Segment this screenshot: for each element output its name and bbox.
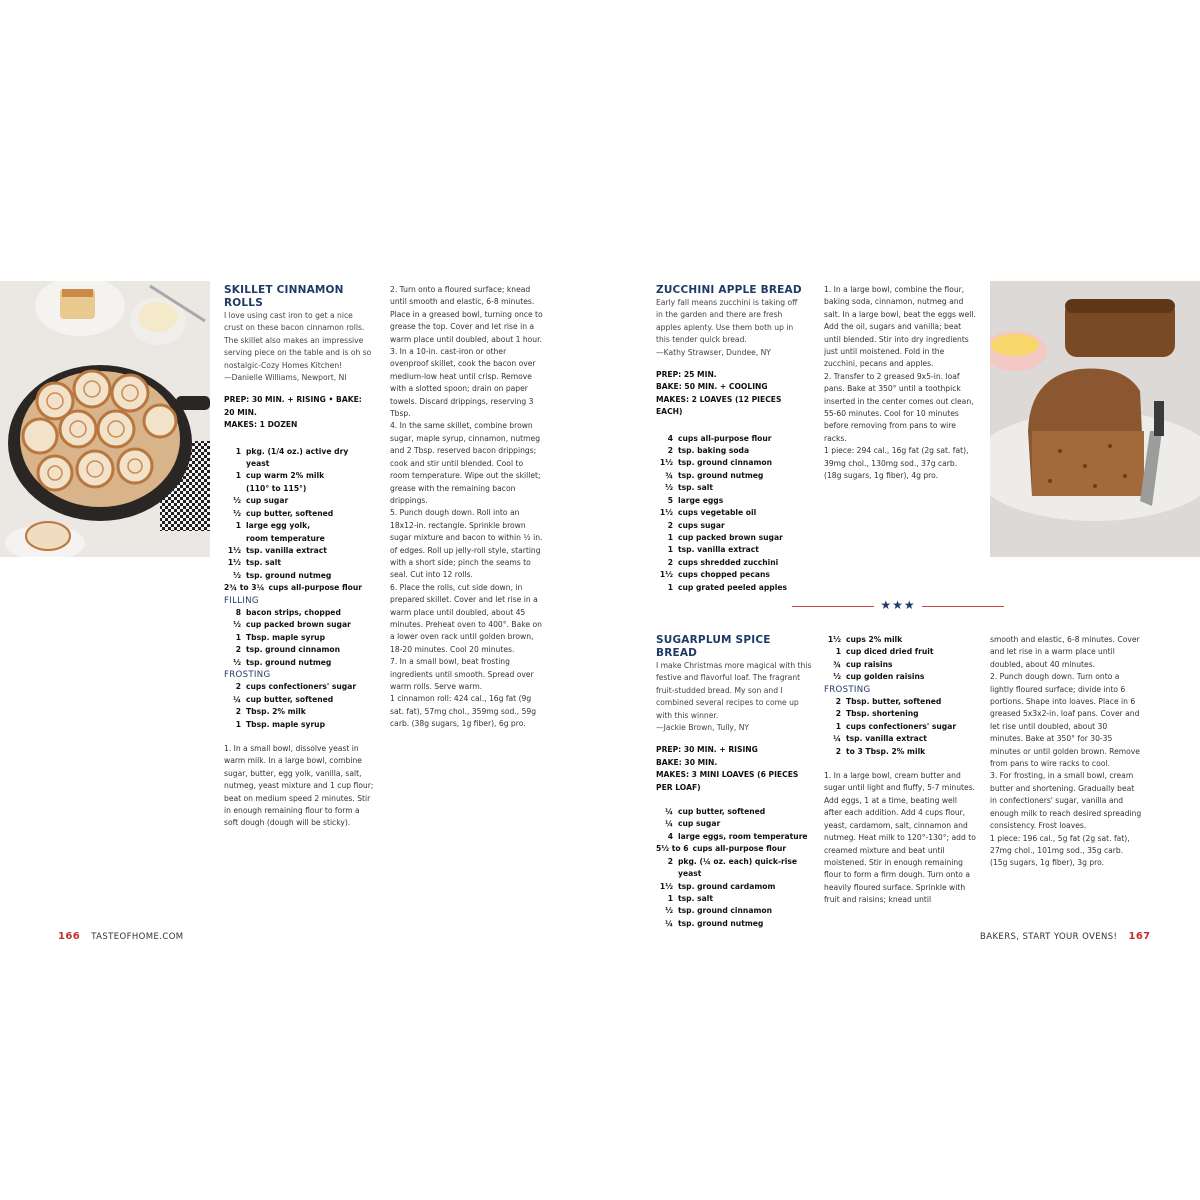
recipe-step: 5. Punch dough down. Roll into an 18x12-in. rectangle. Sprinkle brown sugar mixture and bacon to within ½ in. of edges. Roll up jelly-roll style, starting with a short side; pinch the seams to seal. Cut into 12 rolls. [390, 508, 543, 580]
ingredient-quantity: 1 [235, 446, 241, 456]
ingredient-item [824, 721, 976, 733]
recipe-step: 2. Transfer to 2 greased 9x5-in. loaf pans. Bake at 350° until a toothpick inserted in the center comes out clean, 55-60 minutes. Cool for 10 minutes before removing from pans to wire racks. [824, 371, 974, 443]
ingredient-item [656, 532, 806, 544]
sugarplum-column-3 [990, 634, 1142, 870]
ingredient-quantity: 2 [235, 707, 241, 717]
ingredient-name: Tbsp. maple syrup [246, 632, 326, 642]
recipe-credit: —Jackie Brown, Tully, NY [656, 723, 750, 733]
ingredient-name: Tbsp. 2% milk [246, 707, 306, 717]
ingredient-quantity: 2 [667, 557, 673, 567]
ingredient-item [224, 520, 374, 532]
bake-time: BAKE: 30 MIN. [656, 757, 718, 767]
step-list [224, 743, 374, 830]
ingredient-quantity: 1 [235, 471, 241, 481]
ingredient-quantity: 5½ to 6 [656, 844, 689, 854]
ingredient-quantity: 2 [835, 746, 841, 756]
ingredient-name: pkg. (¼ oz. each) quick-rise [678, 856, 798, 866]
sugarplum-column-2 [824, 634, 976, 907]
ingredient-quantity: 1 [835, 721, 841, 731]
ingredient-quantity: 1½ [659, 508, 673, 518]
ingredient-quantity: ½ [233, 496, 241, 506]
ingredient-item [656, 445, 806, 457]
ingredient-name: cup grated peeled apples [678, 582, 787, 592]
skillet-rolls-column-2 [390, 284, 545, 731]
recipe-intro: I make Christmas more magical with this festive and flavorful loaf. The fragrant fruit-studded bread. My son and I combined several recipes to come up with this winner. [656, 661, 812, 720]
recipe-title: SUGARPLUM SPICE BREAD [656, 634, 771, 659]
zucchini-bread-photo [990, 281, 1200, 557]
ingredient-name: cup sugar [246, 496, 289, 506]
ingredient-item [224, 545, 374, 557]
ingredient-name: pkg. (1/4 oz.) active dry yeast [246, 446, 349, 469]
ingredient-name: tsp. ground nutmeg [246, 657, 332, 667]
ingredient-item [224, 446, 374, 471]
ingredient-item [656, 831, 812, 843]
yield: MAKES: 2 LOAVES (12 PIECES EACH) [656, 394, 782, 417]
ingredient-quantity: 1 [667, 893, 673, 903]
ingredient-quantity: 1½ [827, 635, 841, 644]
recipe-intro: Early fall means zucchini is taking off in the garden and there are fresh apples aplenty. Use them both up in this tender quick bread. [656, 298, 798, 345]
ingredient-name: cup packed brown sugar [246, 620, 351, 630]
footer-text: TASTEOFHOME.COM [91, 932, 184, 942]
cinnamon-rolls-photo [0, 281, 210, 557]
ingredient-quantity: ½ [833, 672, 841, 682]
ingredient-item [656, 457, 806, 469]
ingredient-item [656, 433, 806, 445]
ingredient-item [824, 733, 976, 745]
yield: MAKES: 1 DOZEN [224, 420, 298, 430]
ingredient-name: cup raisins [846, 659, 893, 669]
ingredient-name: tsp. vanilla extract [246, 545, 327, 555]
recipe-step: 2. Turn onto a floured surface; knead until smooth and elastic, 6-8 minutes. Place in a greased bowl, turning once to grease the top. Cover and let rise in a warm place until doubled, about 1 hour. [390, 285, 543, 344]
ingredient-name: cup butter, softened [246, 508, 334, 518]
ingredient-quantity: 2 [235, 682, 241, 692]
ingredient-item [224, 483, 374, 495]
ingredient-quantity: 1 [835, 647, 841, 657]
ingredient-item [224, 607, 374, 619]
ingredient-quantity: 4 [667, 433, 673, 443]
ingredient-name: cup golden raisins [846, 672, 925, 682]
ingredient-quantity: ¼ [665, 807, 673, 817]
ingredient-name: tsp. ground cinnamon [678, 906, 772, 916]
prep-time: PREP: 30 MIN. + RISING [656, 745, 758, 755]
ingredient-quantity: 1½ [659, 458, 673, 468]
ingredient-name: cup diced dried fruit [846, 647, 934, 657]
ingredient-item [224, 706, 374, 718]
ingredient-item [656, 569, 806, 581]
skillet-rolls-column-1 [224, 284, 374, 830]
ingredient-item [656, 495, 806, 507]
left-page-footer [58, 931, 184, 942]
ingredient-item [656, 482, 806, 494]
ingredient-name: cups shredded zucchini [678, 557, 779, 567]
ingredient-name: cups all-purpose flour [678, 433, 772, 443]
ingredient-quantity: ½ [665, 906, 673, 916]
ingredient-quantity: 2 [667, 520, 673, 530]
frosting-heading: FROSTING [224, 669, 271, 680]
ingredient-quantity: ½ [233, 657, 241, 667]
page-number: 166 [58, 931, 81, 942]
ingredient-name: large egg yolk, [246, 521, 311, 531]
ingredient-name: large eggs, room temperature [678, 831, 808, 841]
frosting-heading: FROSTING [824, 684, 871, 695]
ingredient-list [656, 433, 806, 594]
ingredient-name: cup butter, softened [678, 807, 766, 817]
step-1: 1. In a large bowl, cream butter and sugar until light and fluffy, 5-7 minutes. Add eggs, 1 at a time, beating well after each addition. Add 4 cups flour, yeast, cardamom, salt, cinnamon and nutmeg. Heat milk to 120°-130°; add to creamed mixture and beat until moistened. Stir in enough remaining flour to form a firm dough. Turn onto a heavily floured surface. Sprinkle with fruit and raisins; knead until [824, 771, 976, 905]
divider-line-right [922, 606, 1004, 607]
ingredient-quantity: ¾ [665, 470, 673, 480]
ingredient-item [656, 856, 812, 868]
ingredient-quantity: ½ [665, 483, 673, 493]
ingredient-item [824, 659, 976, 671]
ingredient-quantity: 1 [667, 545, 673, 555]
divider-stars: ★★★ [880, 598, 916, 612]
ingredient-quantity: 4 [667, 831, 673, 841]
ingredient-quantity: 5 [667, 495, 673, 505]
ingredient-quantity: 1½ [227, 558, 241, 568]
ingredient-quantity: 2 [667, 856, 673, 866]
filling-list [224, 607, 374, 669]
ingredient-name: cup warm 2% milk [246, 471, 325, 481]
ingredient-item [824, 708, 976, 720]
ingredient-name: tsp. ground cinnamon [246, 645, 340, 655]
ingredient-name: cups confectioners' sugar [246, 682, 357, 692]
page-number: 167 [1128, 931, 1151, 942]
ingredient-name: tsp. vanilla extract [678, 545, 759, 555]
ingredient-quantity: ¼ [233, 694, 241, 704]
recipe-step: 2. Punch dough down. Turn onto a lightly floured surface; divide into 6 portions. Shape into loaves. Place in 6 greased 5x3x2-in. loaf pans. Cover and let rise until doubled, about 30 minutes. Bake at 350° for 30-35 minutes or until golden brown. Remove from pans to wire racks to cool. [990, 672, 1140, 769]
ingredient-name: tsp. salt [678, 483, 713, 493]
ingredient-name: cups sugar [678, 520, 725, 530]
ingredient-quantity: 2 [835, 709, 841, 719]
ingredient-name: cups confectioners' sugar [846, 721, 957, 731]
ingredient-item [224, 644, 374, 656]
ingredient-quantity: 1 [235, 719, 241, 729]
ingredient-quantity: 1 [235, 521, 241, 531]
ingredient-quantity: ¼ [665, 918, 673, 928]
divider-line-left [792, 606, 874, 607]
recipe-step: 3. For frosting, in a small bowl, cream butter and shortening. Gradually beat in confectioners' sugar, vanilla and enough milk to reach desired spreading consistency. Frost loaves. [990, 771, 1142, 831]
ingredient-item [824, 634, 976, 646]
ingredient-item [224, 533, 374, 545]
nutrition-facts: 1 piece: 294 cal., 16g fat (2g sat. fat), 39mg chol., 130mg sod., 37g carb. (18g sugars, 1g fiber), 4g pro. [824, 446, 969, 481]
ingredient-item [224, 570, 374, 582]
ingredient-name: tsp. ground nutmeg [678, 918, 764, 928]
ingredient-name: bacon strips, chopped [246, 607, 341, 617]
ingredient-item [224, 694, 374, 706]
ingredient-name: tsp. ground cinnamon [678, 458, 772, 468]
recipe-intro: I love using cast iron to get a nice crust on these bacon cinnamon rolls. The skillet also makes an impressive serving piece on the table and is oh so nostalgic-Cozy Homes Kitchen! [224, 311, 372, 370]
ingredient-item [224, 508, 374, 520]
ingredient-item [656, 893, 812, 905]
ingredient-list-continued [824, 634, 976, 684]
ingredient-name: cups all-purpose flour [692, 844, 787, 854]
ingredient-quantity [224, 533, 241, 545]
step-list [824, 770, 976, 906]
filling-heading: FILLING [224, 595, 259, 606]
ingredient-item [824, 646, 976, 658]
ingredient-name: tsp. vanilla extract [846, 734, 927, 744]
ingredient-quantity: 2 [835, 697, 841, 707]
ingredient-name: tsp. ground nutmeg [678, 470, 764, 480]
ingredient-name: (110° to 115°) [246, 483, 307, 493]
ingredient-quantity: 1½ [659, 881, 673, 891]
recipe-step: 6. Place the rolls, cut side down, in prepared skillet. Cover and let rise in a warm place until doubled, about 45 minutes. Preheat oven to 400°. Bake on a lower oven rack until golden brown, 18-20 minutes. Cool 20 minutes. [390, 582, 542, 654]
ingredient-quantity: ½ [233, 508, 241, 518]
prep-time: PREP: 30 MIN. + RISING • BAKE: 20 MIN. [224, 395, 362, 417]
zucchini-bread-illustration [990, 281, 1200, 557]
ingredient-name: cups 2% milk [846, 635, 903, 644]
ingredient-name: tsp. baking soda [678, 446, 750, 456]
ingredient-item [656, 843, 812, 855]
recipe-title: SKILLET CINNAMON ROLLS [224, 284, 344, 309]
ingredient-quantity: 1 [667, 532, 673, 542]
ingredient-item [224, 557, 374, 569]
ingredient-name: Tbsp. butter, softened [846, 697, 942, 707]
ingredient-item [824, 696, 976, 708]
right-page-footer [980, 931, 1151, 942]
ingredient-item [224, 681, 374, 693]
ingredient-name: cup butter, softened [246, 694, 334, 704]
step-1: 1. In a small bowl, dissolve yeast in warm milk. In a large bowl, combine sugar, butter, egg yolk, vanilla, salt, nutmeg, yeast mixture and 1 cup flour; beat on medium speed 2 minutes. Stir in enough remaining flour to form a soft dough (dough will be sticky). [224, 744, 374, 828]
ingredient-item [224, 619, 374, 631]
nutrition-facts: 1 cinnamon roll: 424 cal., 16g fat (9g sat. fat), 57mg chol., 359mg sod., 59g carb. (38g sugars, 1g fiber), 6g pro. [390, 694, 537, 729]
ingredient-name: to 3 Tbsp. 2% milk [846, 746, 926, 756]
ingredient-item [656, 818, 812, 830]
ingredient-item [656, 868, 812, 880]
ingredient-name: cups all-purpose flour [268, 583, 362, 593]
ingredient-item [824, 746, 976, 758]
sugarplum-column-1 [656, 634, 812, 930]
ingredient-item [224, 582, 374, 594]
ingredient-item [656, 470, 806, 482]
nutrition-facts: 1 piece: 196 cal., 5g fat (2g sat. fat), 27mg chol., 101mg sod., 35g carb. (15g sugars, 1g fiber), 3g pro. [990, 833, 1130, 868]
ingredient-item [224, 470, 374, 482]
frosting-list [224, 681, 374, 731]
ingredient-item [656, 544, 806, 556]
ingredient-item [656, 881, 812, 893]
zucchini-column-2 [824, 284, 976, 483]
ingredient-item [224, 495, 374, 507]
prep-time: PREP: 25 MIN. [656, 370, 717, 380]
recipe-step: 1. In a large bowl, combine the flour, baking soda, cinnamon, nutmeg and salt. In a large bowl, beat the eggs well. Add the oil, sugars and vanilla; beat until blended. Stir into dry ingredients just until moistened. Fold in the zucchini, pecans and apples. [824, 285, 976, 369]
ingredient-quantity: 2 [667, 446, 673, 456]
ingredient-list [224, 446, 374, 595]
recipe-credit: —Kathy Strawser, Dundee, NY [656, 347, 771, 357]
ingredient-quantity: 2 [235, 645, 241, 655]
ingredient-name: cups vegetable oil [678, 508, 757, 518]
ingredient-item [224, 632, 374, 644]
recipe-step: 7. In a small bowl, beat frosting ingredients until smooth. Spread over warm rolls. Serve warm. [390, 657, 534, 691]
ingredient-quantity: ¼ [833, 734, 841, 744]
ingredient-list [656, 806, 812, 930]
ingredient-quantity: 1 [667, 582, 673, 592]
ingredient-name: Tbsp. shortening [846, 709, 919, 719]
ingredient-name: cups chopped pecans [678, 570, 770, 580]
ingredient-item [656, 905, 812, 917]
recipe-credit: —Danielle Williams, Newport, NI [224, 373, 347, 383]
ingredient-item [656, 520, 806, 532]
ingredient-quantity: ¼ [665, 819, 673, 829]
ingredient-item [824, 671, 976, 683]
ingredient-quantity [224, 483, 241, 495]
cinnamon-rolls-illustration [0, 281, 210, 557]
ingredient-name: tsp. salt [246, 558, 281, 568]
recipe-title: ZUCCHINI APPLE BREAD [656, 284, 802, 296]
ingredient-quantity: ¾ [833, 659, 841, 669]
ingredient-quantity: 1 [235, 632, 241, 642]
ingredient-name: cup sugar [678, 819, 721, 829]
footer-text: BAKERS, START YOUR OVENS! [980, 932, 1118, 942]
ingredient-quantity [656, 868, 673, 880]
ingredient-item [656, 918, 812, 930]
ingredient-quantity: 1½ [227, 545, 241, 555]
ingredient-name: room temperature [246, 533, 325, 543]
ingredient-item [656, 557, 806, 569]
ingredient-item [656, 806, 812, 818]
section-divider [792, 600, 1004, 614]
ingredient-item [656, 507, 806, 519]
ingredient-quantity: 1½ [659, 570, 673, 580]
yield: MAKES: 3 MINI LOAVES (6 PIECES PER LOAF) [656, 770, 799, 792]
ingredient-quantity: ½ [233, 620, 241, 630]
ingredient-name: tsp. ground nutmeg [246, 570, 332, 580]
ingredient-name: cup packed brown sugar [678, 532, 783, 542]
ingredient-item [224, 719, 374, 731]
ingredient-name: yeast [678, 869, 702, 879]
ingredient-item [224, 657, 374, 669]
bake-time: BAKE: 50 MIN. + COOLING [656, 382, 768, 392]
ingredient-item [656, 582, 806, 594]
recipe-step: 3. In a 10-in. cast-iron or other ovenproof skillet, cook the bacon over medium-low heat until crisp. Remove with a slotted spoon; drain on paper towels. Discard drippings, reserving 3 Tbsp. [390, 347, 536, 419]
frosting-list [824, 696, 976, 758]
ingredient-name: Tbsp. maple syrup [246, 719, 326, 729]
recipe-step: smooth and elastic, 6-8 minutes. Cover and let rise in a warm place until doubled, about 40 minutes. [990, 635, 1140, 669]
ingredient-quantity: 2¾ to 3¼ [224, 583, 265, 593]
ingredient-name: large eggs [678, 495, 724, 505]
zucchini-column-1 [656, 284, 806, 594]
ingredient-name: tsp. salt [678, 893, 713, 903]
recipe-step: 4. In the same skillet, combine brown sugar, maple syrup, cinnamon, nutmeg and 2 Tbsp. reserved bacon drippings; cook and stir until blended. Cool to room temperature. Wipe out the skillet; grease with the remaining bacon drippings. [390, 421, 541, 505]
ingredient-quantity: 8 [235, 607, 241, 617]
ingredient-name: tsp. ground cardamom [678, 881, 776, 891]
ingredient-quantity: ½ [233, 570, 241, 580]
